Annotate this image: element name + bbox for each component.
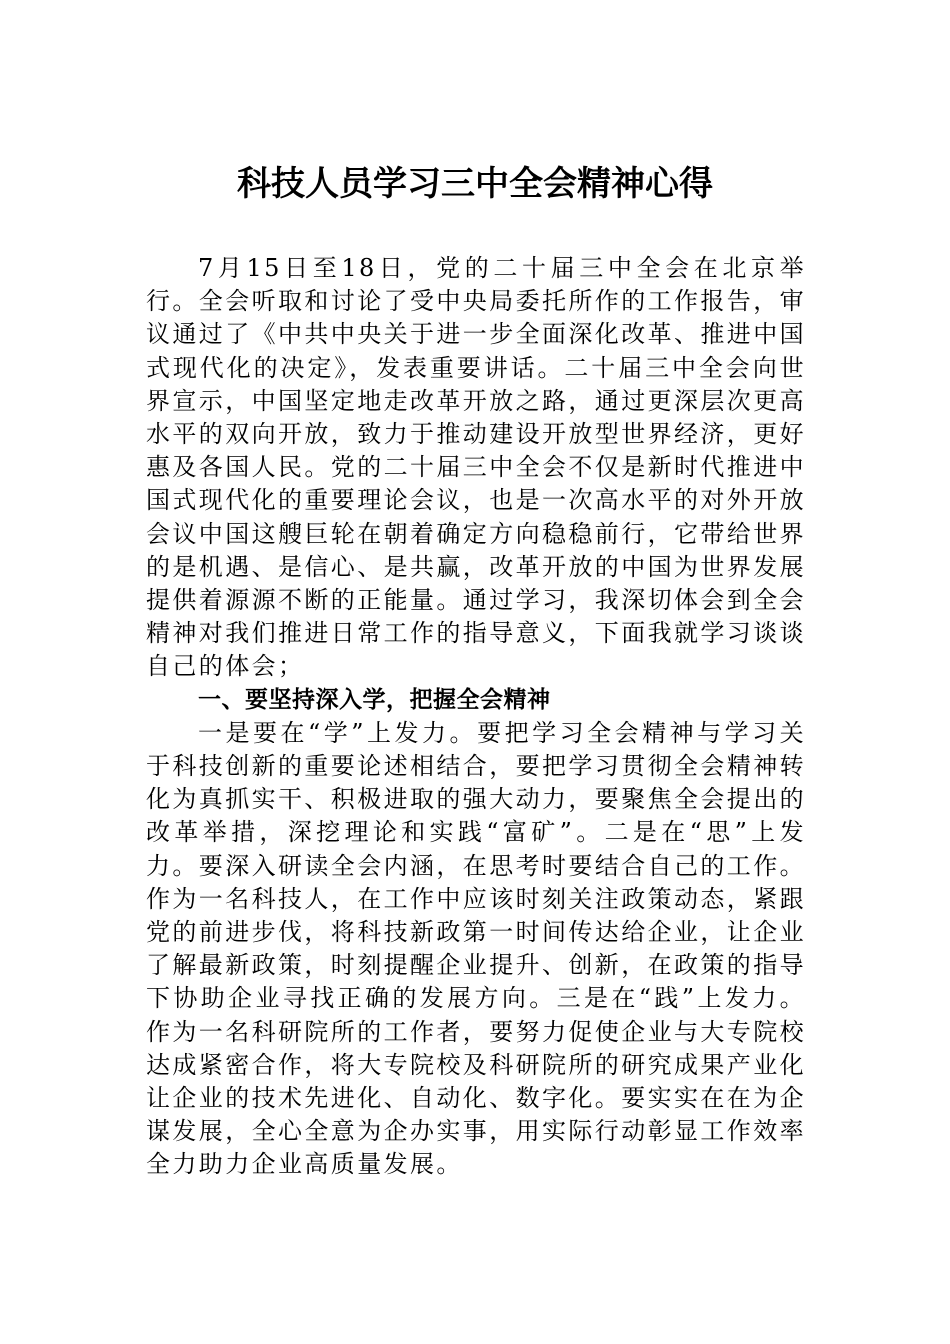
document-body (146, 252, 806, 1182)
section-heading: 一、要坚持深入学，把握全会精神 (198, 686, 551, 713)
intro-paragraph: 7月15日至18日，党的二十届三中全会在北京举行。全会听取和讨论了受中央局委托所作的工作报告，审议通过了《中共中央关于进一步全面深化改革、推进中国式现代化的决定》，发表重要讲话。二十届三中全会向世界宣示，中国坚定地走改革开放之路，通过更深层次更高水平的双向开放，致力于推动建设开放型世界经济，更好惠及各国人民。党的二十届三中全会不仅是新时代推进中国式现代化的重要理论会议，也是一次高水平的对外开放会议中国这艘巨轮在朝着确定方向稳稳前行，它带给世界的是机遇、是信心、是共赢，改革开放的中国为世界发展提供着源源不断的正能量。通过学习，我深切体会到全会精神对我们推进日常工作的指导意义，下面我就学习谈谈自己的体会； (146, 254, 806, 681)
section-paragraph: 一是要在“学”上发力。要把学习全会精神与学习关于科技创新的重要论述相结合，要把学习贯彻全会精神转化为真抓实干、积极进取的强大动力，要聚焦全会提出的改革举措，深挖理论和实践“富矿”。二是在“思”上发力。要深入研读全会内涵，在思考时要结合自己的工作。作为一名科技人，在工作中应该时刻关注政策动态，紧跟党的前进步伐，将科技新政第一时间传达给企业，让企业了解最新政策，时刻提醒企业提升、创新，在政策的指导下协助企业寻找正确的发展方向。三是在“践”上发力。作为一名科研院所的工作者，要努力促使企业与大专院校达成紧密合作，将大专院校及科研院所的研究成果产业化让企业的技术先进化、自动化、数字化。要实实在在为企谋发展，全心全意为企办实事，用实际行动彰显工作效率全力助力企业高质量发展。 (146, 718, 806, 1179)
document-title: 科技人员学习三中全会精神心得 (237, 164, 713, 204)
